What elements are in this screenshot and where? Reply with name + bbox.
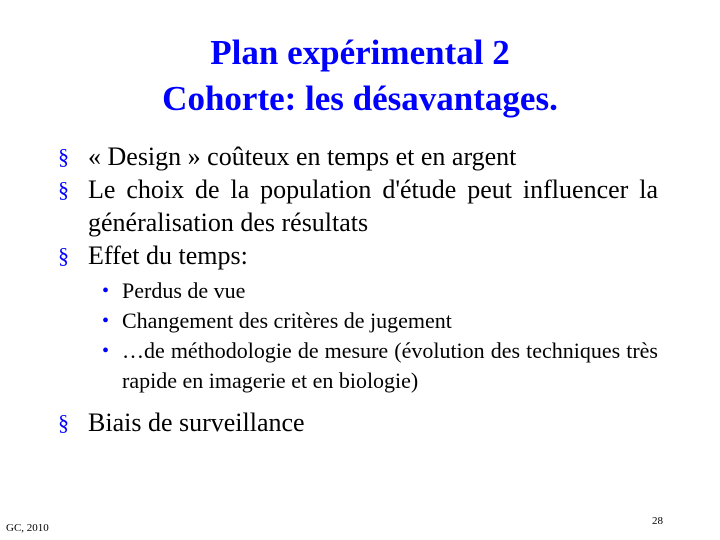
square-bullet-icon: § <box>58 177 69 202</box>
bullet-text: Le choix de la population d'étude peut influencer la généralisation des résultats <box>88 175 658 237</box>
bullet-item <box>58 406 658 439</box>
sub-bullet-list <box>102 276 658 396</box>
footer-author-year: GC, 2010 <box>6 522 49 534</box>
square-bullet-icon: § <box>58 243 69 268</box>
slide-subtitle: Cohorte: les désavantages. <box>162 79 558 118</box>
bullet-item <box>58 140 658 173</box>
dot-bullet-icon: • <box>102 310 110 332</box>
sub-bullet-text: Changement des critères de jugement <box>122 308 452 333</box>
sub-bullet-item <box>102 336 658 396</box>
bullet-item <box>58 173 658 239</box>
bullet-text: « Design » coûteux en temps et en argent <box>88 142 517 171</box>
slide-title: Plan expérimental 2 <box>210 33 510 72</box>
sub-bullet-item <box>102 276 658 306</box>
bullet-item <box>58 239 658 272</box>
square-bullet-icon: § <box>58 144 69 169</box>
dot-bullet-icon: • <box>102 340 110 362</box>
bullet-text: Biais de surveillance <box>88 408 305 437</box>
page-number: 28 <box>652 515 663 527</box>
bullet-list <box>58 140 658 439</box>
sub-bullet-item <box>102 306 658 336</box>
dot-bullet-icon: • <box>102 280 110 302</box>
sub-bullet-text: Perdus de vue <box>122 278 246 303</box>
square-bullet-icon: § <box>58 410 69 435</box>
sub-bullet-text: …de méthodologie de mesure (évolution des techniques très rapide en imagerie et en biologie) <box>122 338 658 393</box>
bullet-text: Effet du temps: <box>88 241 248 270</box>
